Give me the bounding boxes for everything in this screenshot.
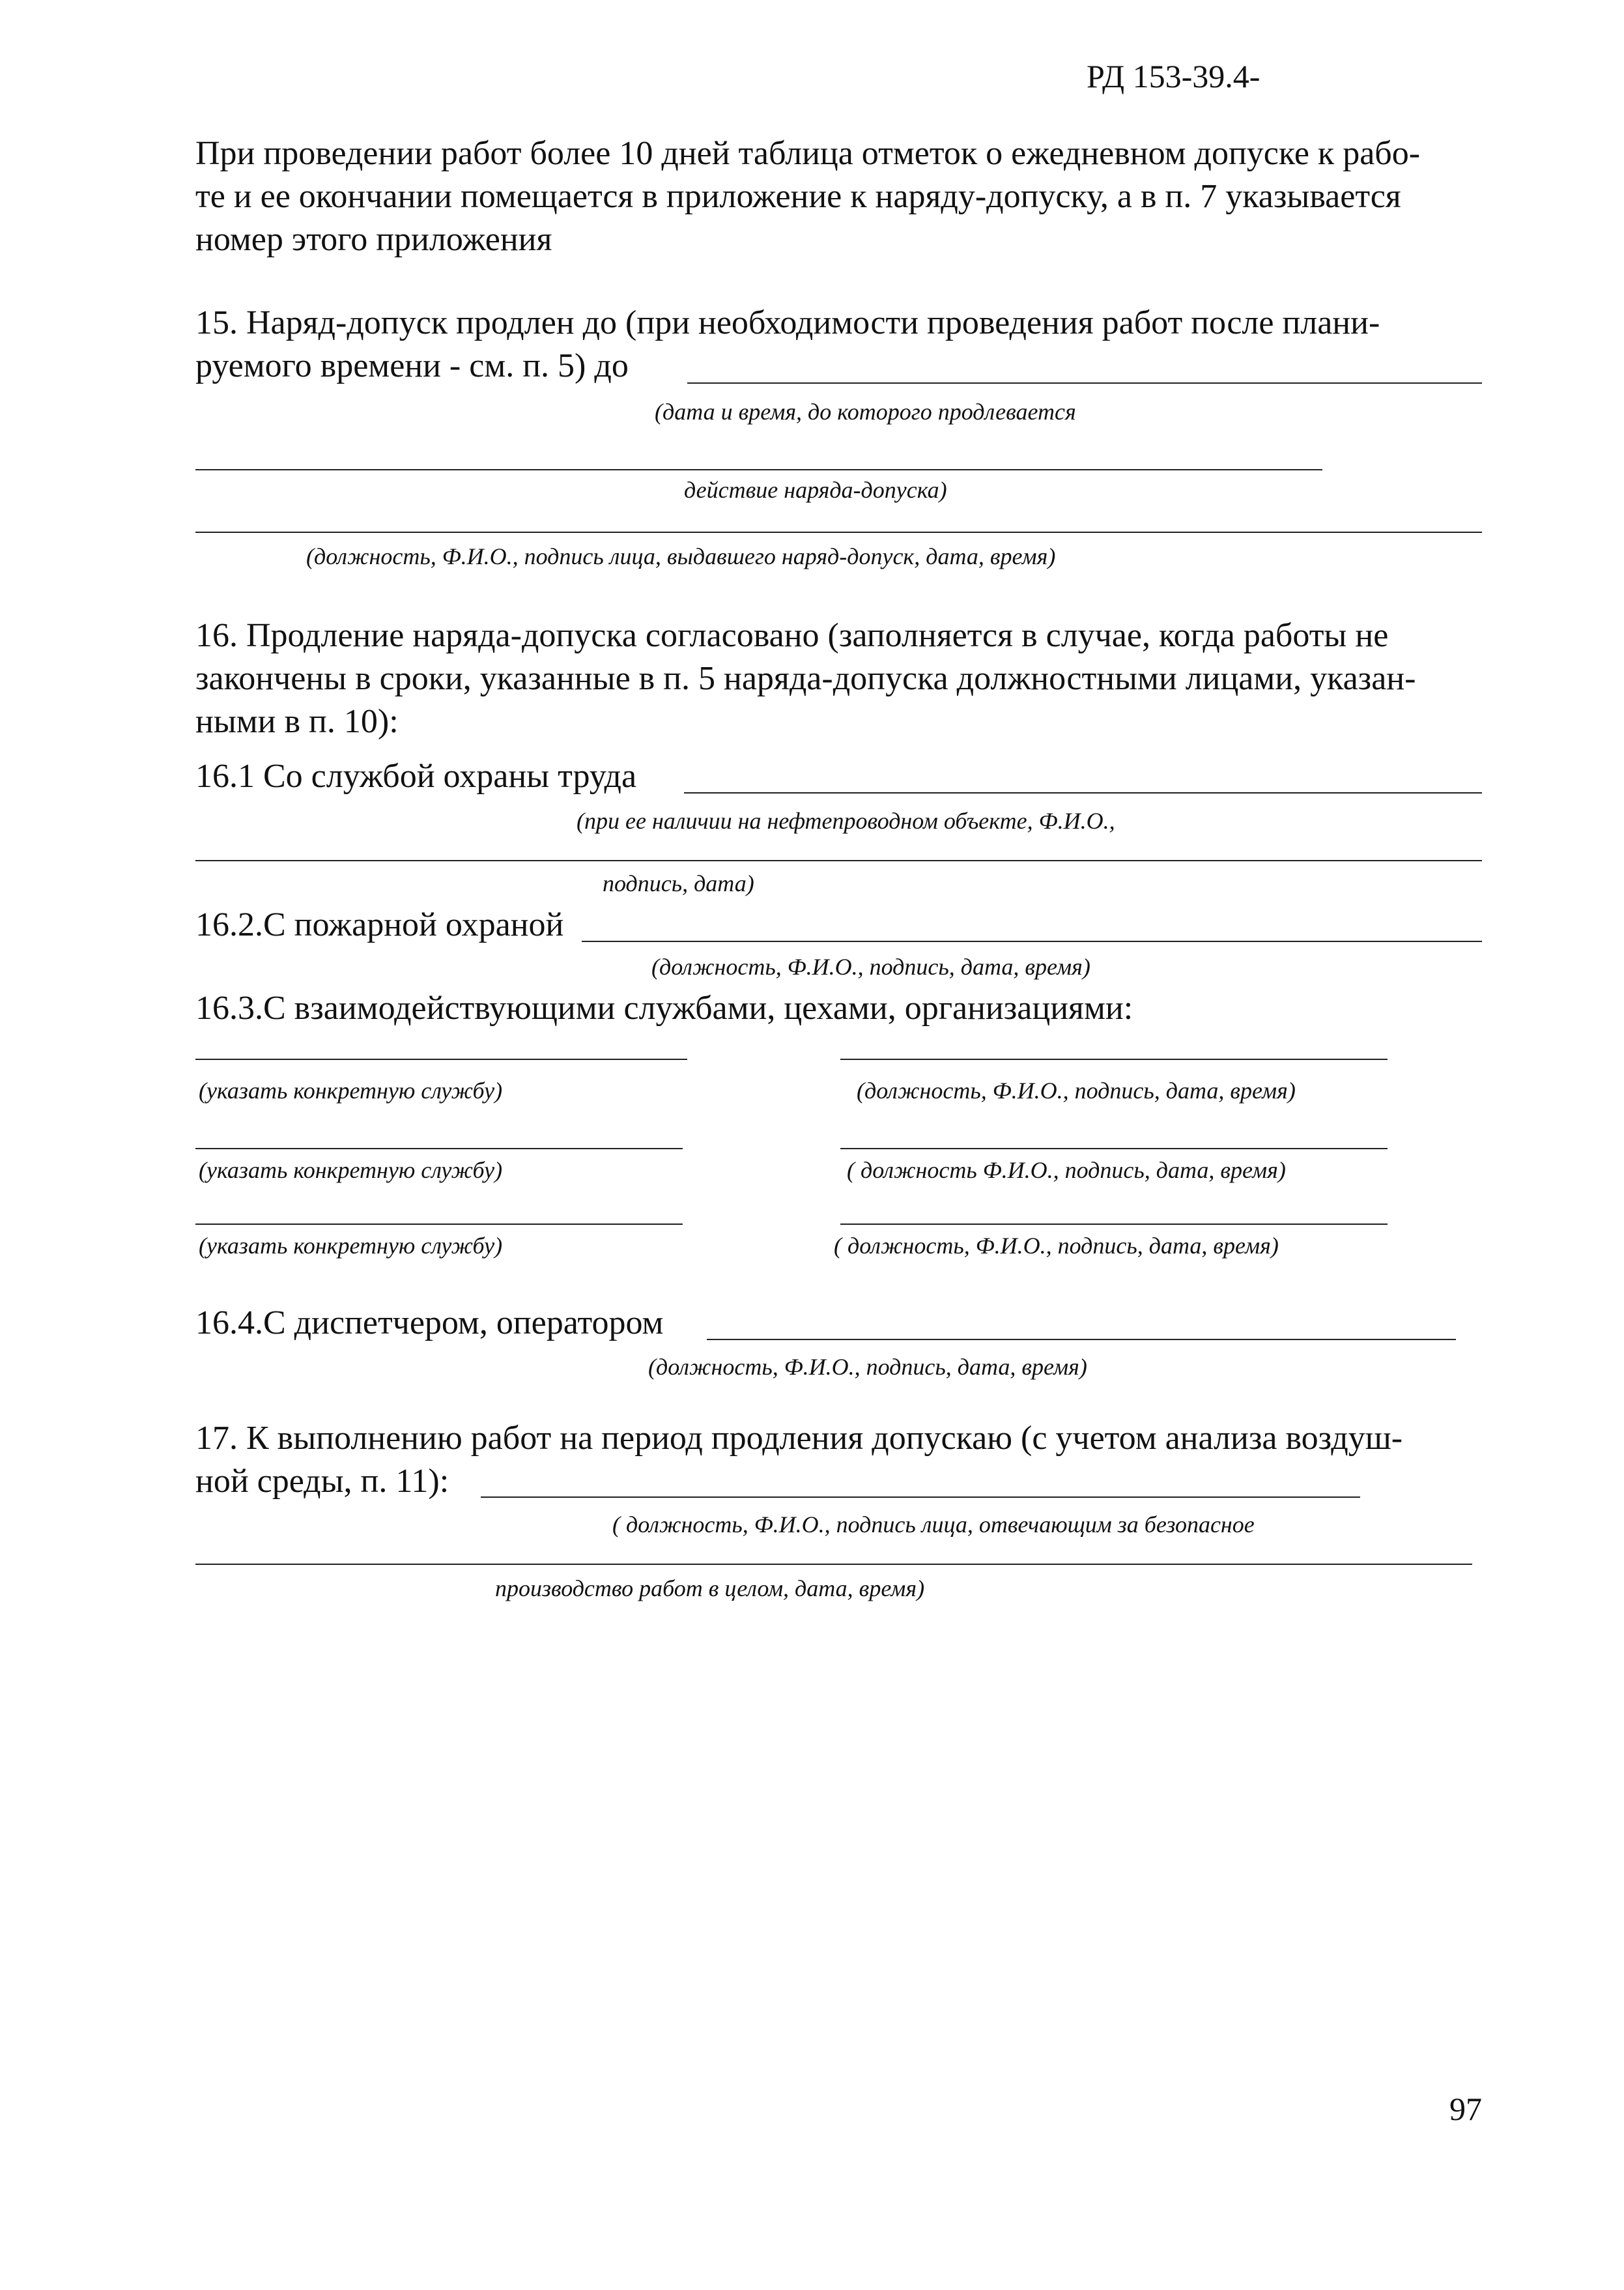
section-16-1-caption-1: (при ее наличии на нефтепроводном объекте, Ф.И.О., [577, 808, 1115, 834]
service-field[interactable] [195, 1224, 683, 1225]
section-17-caption-1: ( должность, Ф.И.О., подпись лица, отвечающим за безопасное [612, 1511, 1255, 1538]
signature-field[interactable] [840, 1148, 1388, 1149]
section-16-2-label: 16.2.С пожарной охраной [195, 906, 564, 943]
section-15-issuer-signature-field[interactable] [195, 532, 1482, 533]
service-caption: (указать конкретную службу) [199, 1233, 503, 1259]
document-code: РД 153-39.4- [1087, 58, 1261, 94]
intro-line-2: те и ее окончании помещается в приложение к наряду-допуску, а в п. 7 указывается [195, 178, 1401, 215]
section-17-permit-field[interactable] [481, 1496, 1360, 1498]
section-16-line-3: ными в п. 10): [195, 703, 399, 740]
section-16-4-caption: (должность, Ф.И.О., подпись, дата, время) [648, 1354, 1087, 1380]
section-17-line-2: ной среды, п. 11): [195, 1463, 449, 1500]
section-15-caption-1: (дата и время, до которого продлевается [655, 399, 1076, 425]
service-caption: (указать конкретную службу) [199, 1078, 503, 1104]
signature-field[interactable] [840, 1224, 1388, 1225]
section-16-1-field-2[interactable] [195, 860, 1482, 861]
signature-field[interactable] [840, 1059, 1388, 1060]
intro-line-1: При проведении работ более 10 дней таблица отметок о ежедневном допуске к рабо- [195, 135, 1421, 172]
signature-caption: ( должность, Ф.И.О., подпись, дата, время) [834, 1233, 1279, 1259]
signature-caption: (должность, Ф.И.О., подпись, дата, время) [857, 1078, 1296, 1104]
section-16-line-2: закончены в сроки, указанные в п. 5 наряда-допуска должностными лицами, указан- [195, 660, 1416, 697]
section-16-1-label: 16.1 Со службой охраны труда [195, 758, 637, 795]
section-15-line-2: руемого времени - см. п. 5) до [195, 347, 629, 384]
section-16-1-field[interactable] [684, 792, 1482, 794]
service-field[interactable] [195, 1148, 683, 1149]
section-17-permit-field-2[interactable] [195, 1564, 1472, 1565]
section-16-2-field[interactable] [582, 941, 1482, 942]
signature-caption: ( должность Ф.И.О., подпись, дата, время) [847, 1157, 1286, 1183]
section-16-4-label: 16.4.С диспетчером, оператором [195, 1304, 664, 1341]
service-caption: (указать конкретную службу) [199, 1157, 503, 1183]
section-16-1-caption-2: подпись, дата) [603, 870, 754, 896]
section-16-4-field[interactable] [707, 1339, 1456, 1340]
section-16-line-1: 16. Продление наряда-допуска согласовано (заполняется в случае, когда работы не [195, 617, 1389, 654]
section-15-extend-date-field[interactable] [687, 382, 1482, 384]
intro-line-3: номер этого приложения [195, 221, 552, 258]
section-16-2-caption: (должность, Ф.И.О., подпись, дата, время) [651, 954, 1090, 980]
section-15-caption-3: (должность, Ф.И.О., подпись лица, выдавшего наряд-допуск, дата, время) [306, 543, 1056, 569]
section-17-caption-2: производство работ в целом, дата, время) [495, 1575, 925, 1601]
section-16-3-label: 16.3.С взаимодействующими службами, цехами, организациями: [195, 990, 1133, 1027]
section-15-caption-2: действие наряда-допуска) [684, 477, 947, 503]
section-17-line-1: 17. К выполнению работ на период продления допускаю (с учетом анализа воздуш- [195, 1420, 1403, 1457]
section-15-line-1: 15. Наряд-допуск продлен до (при необходимости проведения работ после плани- [195, 304, 1380, 341]
service-field[interactable] [195, 1059, 687, 1060]
page-number: 97 [1449, 2091, 1482, 2127]
section-15-extend-date-field-2[interactable] [195, 469, 1322, 470]
